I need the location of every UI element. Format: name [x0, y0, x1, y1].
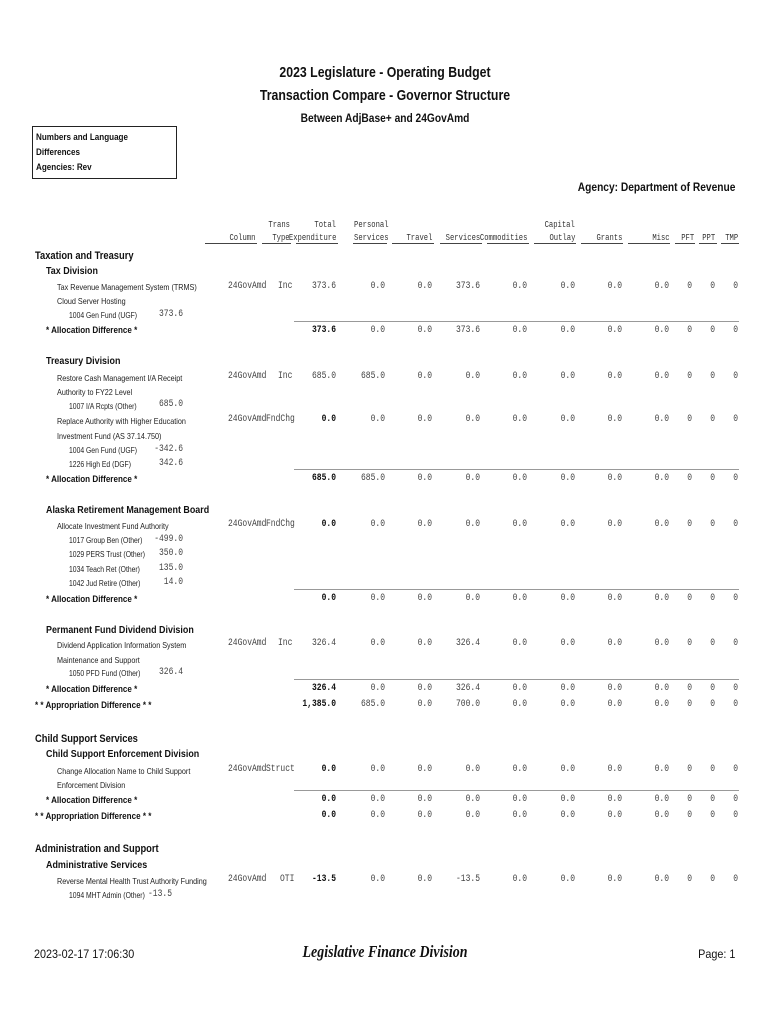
- item-description: Restore Cash Management I/A Receipt: [57, 373, 183, 383]
- value-cell: 0.0: [417, 593, 432, 604]
- fund-source: 1034 Teach Ret (Other): [69, 565, 140, 574]
- fund-amount: 342.6: [158, 458, 183, 469]
- value-cell: 373.6: [311, 325, 336, 336]
- value-cell: 0: [733, 371, 738, 382]
- value-cell: 0.0: [417, 810, 432, 821]
- fund-source: 1226 High Ed (DGF): [69, 460, 131, 469]
- value-cell: 0.0: [654, 794, 669, 805]
- item-description: Tax Revenue Management System (TRMS): [57, 282, 197, 292]
- value-cell: 0.0: [417, 874, 432, 885]
- value-cell: 0.0: [560, 638, 575, 649]
- value-cell: 0.0: [321, 794, 336, 805]
- value-cell: 0: [733, 683, 738, 694]
- value-cell: 326.4: [455, 638, 480, 649]
- header-rule: [440, 243, 482, 244]
- value-cell: 0.0: [607, 638, 622, 649]
- value-cell: 0.0: [417, 519, 432, 530]
- value-cell: -13.5: [455, 874, 480, 885]
- subsection-heading: Treasury Division: [46, 355, 121, 367]
- subtotal-rule: [294, 679, 739, 680]
- item-description: Replace Authority with Higher Education: [57, 416, 186, 426]
- value-cell: 0: [710, 325, 715, 336]
- value-cell: 0: [733, 473, 738, 484]
- header-rule: [296, 243, 338, 244]
- value-cell: 0: [733, 638, 738, 649]
- report-subtitle: Transaction Compare - Governor Structure: [259, 87, 511, 104]
- header-rule: [392, 243, 434, 244]
- value-cell: 0.0: [607, 794, 622, 805]
- header-rule: [487, 243, 529, 244]
- value-cell: 0.0: [560, 325, 575, 336]
- col-header-tmp: TMP: [725, 233, 738, 243]
- footer-division: Legislative Finance Division: [302, 942, 468, 961]
- subsection-heading: Permanent Fund Dividend Division: [46, 624, 194, 636]
- value-cell: 373.6: [455, 325, 480, 336]
- value-cell: 0: [710, 414, 715, 425]
- value-cell: 0.0: [465, 371, 480, 382]
- fund-amount: 373.6: [158, 309, 183, 320]
- value-cell: 0.0: [607, 874, 622, 885]
- value-cell: 0.0: [370, 874, 385, 885]
- value-cell: 0: [733, 281, 738, 292]
- value-cell: 0.0: [370, 281, 385, 292]
- value-cell: 0.0: [321, 414, 336, 425]
- col-header-ppt: PPT: [702, 233, 715, 243]
- value-cell: 0.0: [654, 281, 669, 292]
- value-cell: 685.0: [311, 371, 336, 382]
- col-header-type: Type: [272, 233, 290, 243]
- fund-source: 1050 PFD Fund (Other): [69, 669, 141, 678]
- value-cell: 0.0: [512, 683, 527, 694]
- value-cell: 0.0: [654, 414, 669, 425]
- appropriation-difference-label: * * Appropriation Difference * *: [35, 700, 152, 711]
- value-cell: 0: [710, 281, 715, 292]
- section-heading: Taxation and Treasury: [35, 250, 134, 262]
- row-column: 24GovAmd: [228, 638, 267, 649]
- fund-amount: 135.0: [158, 563, 183, 574]
- value-cell: 0.0: [560, 414, 575, 425]
- col-header-capital: Capital: [544, 220, 575, 230]
- value-cell: 0: [687, 683, 692, 694]
- value-cell: 0.0: [654, 683, 669, 694]
- page-number: Page: 1: [697, 947, 735, 961]
- subtotal-rule: [294, 589, 739, 590]
- value-cell: 0.0: [417, 414, 432, 425]
- comparison-range: Between AdjBase+ and 24GovAmd: [300, 111, 470, 125]
- value-cell: 0: [710, 683, 715, 694]
- row-column: 24GovAmd: [228, 414, 267, 425]
- row-trans-type: FndChg: [266, 519, 295, 530]
- value-cell: 0.0: [607, 325, 622, 336]
- section-heading: Administration and Support: [35, 843, 159, 855]
- value-cell: 0: [687, 810, 692, 821]
- value-cell: 0.0: [512, 281, 527, 292]
- value-cell: 0.0: [417, 473, 432, 484]
- value-cell: 0.0: [370, 794, 385, 805]
- value-cell: 0: [687, 281, 692, 292]
- value-cell: 0.0: [560, 281, 575, 292]
- value-cell: 0.0: [607, 281, 622, 292]
- value-cell: 0.0: [370, 810, 385, 821]
- col-header-total: Total: [314, 220, 336, 230]
- filter-line: Differences: [36, 147, 80, 158]
- value-cell: 0.0: [417, 281, 432, 292]
- appropriation-difference-label: * * Appropriation Difference * *: [35, 811, 152, 822]
- value-cell: 0: [710, 699, 715, 710]
- col-header-commodities: Commodities: [479, 233, 527, 243]
- value-cell: 373.6: [311, 281, 336, 292]
- value-cell: 0.0: [465, 414, 480, 425]
- value-cell: 685.0: [311, 473, 336, 484]
- value-cell: 0.0: [512, 519, 527, 530]
- value-cell: 0.0: [465, 794, 480, 805]
- row-trans-type: Inc: [278, 281, 293, 292]
- fund-source: 1029 PERS Trust (Other): [69, 550, 145, 559]
- value-cell: 0: [687, 519, 692, 530]
- item-description: Allocate Investment Fund Authority: [57, 521, 169, 531]
- fund-amount: -13.5: [147, 889, 172, 900]
- row-column: 24GovAmd: [228, 281, 267, 292]
- value-cell: 0.0: [465, 810, 480, 821]
- value-cell: 0.0: [417, 683, 432, 694]
- header-rule: [534, 243, 576, 244]
- fund-source: 1094 MHT Admin (Other): [69, 891, 145, 900]
- value-cell: 0: [733, 874, 738, 885]
- value-cell: 326.4: [455, 683, 480, 694]
- value-cell: 0: [733, 414, 738, 425]
- value-cell: 373.6: [455, 281, 480, 292]
- value-cell: 0.0: [417, 638, 432, 649]
- value-cell: 0.0: [370, 325, 385, 336]
- value-cell: 0.0: [560, 874, 575, 885]
- col-header-grants: Grants: [596, 233, 622, 243]
- header-rule: [628, 243, 670, 244]
- value-cell: 1,385.0: [302, 699, 336, 710]
- value-cell: 685.0: [360, 371, 385, 382]
- value-cell: 0.0: [465, 764, 480, 775]
- fund-source: 1017 Group Ben (Other): [69, 536, 143, 545]
- header-rule: [675, 243, 695, 244]
- value-cell: 0.0: [560, 473, 575, 484]
- value-cell: 0: [710, 473, 715, 484]
- value-cell: 0: [733, 764, 738, 775]
- allocation-difference-label: * Allocation Difference *: [46, 474, 138, 485]
- value-cell: 0: [710, 874, 715, 885]
- filter-box: [32, 126, 177, 179]
- value-cell: 0: [687, 874, 692, 885]
- header-rule: [721, 243, 739, 244]
- value-cell: 0: [710, 593, 715, 604]
- value-cell: 0: [710, 794, 715, 805]
- header-rule: [699, 243, 717, 244]
- value-cell: 0.0: [512, 764, 527, 775]
- filter-line: Numbers and Language: [36, 132, 128, 143]
- agency-name: Agency: Department of Revenue: [577, 180, 735, 194]
- value-cell: 0.0: [370, 764, 385, 775]
- header-rule: [262, 243, 291, 244]
- value-cell: 0.0: [654, 638, 669, 649]
- col-header-contract-services: Services: [445, 233, 480, 243]
- subsection-heading: Child Support Enforcement Division: [46, 748, 200, 760]
- value-cell: 0.0: [607, 414, 622, 425]
- value-cell: 0.0: [607, 593, 622, 604]
- value-cell: 0: [710, 519, 715, 530]
- value-cell: 0: [733, 810, 738, 821]
- col-header-expenditure: Expenditure: [288, 233, 336, 243]
- value-cell: 0.0: [370, 593, 385, 604]
- subtotal-rule: [294, 790, 739, 791]
- value-cell: 0.0: [370, 683, 385, 694]
- col-header-misc: Misc: [652, 233, 670, 243]
- item-description: Authority to FY22 Level: [57, 387, 133, 397]
- value-cell: 326.4: [311, 683, 336, 694]
- value-cell: 0: [733, 519, 738, 530]
- value-cell: 0: [733, 794, 738, 805]
- value-cell: 0.0: [560, 371, 575, 382]
- value-cell: 0.0: [465, 593, 480, 604]
- value-cell: 0: [687, 699, 692, 710]
- fund-source: 1042 Jud Retire (Other): [69, 579, 141, 588]
- fund-amount: -342.6: [154, 444, 183, 455]
- value-cell: 0.0: [321, 810, 336, 821]
- value-cell: 0: [710, 371, 715, 382]
- value-cell: 0.0: [607, 519, 622, 530]
- row-trans-type: Inc: [278, 371, 293, 382]
- row-trans-type: Inc: [278, 638, 293, 649]
- header-rule: [353, 243, 387, 244]
- value-cell: 0.0: [417, 699, 432, 710]
- value-cell: 0: [687, 473, 692, 484]
- item-description: Change Allocation Name to Child Support: [57, 766, 191, 776]
- value-cell: 0: [710, 638, 715, 649]
- header-rule: [205, 243, 257, 244]
- value-cell: 0.0: [370, 414, 385, 425]
- value-cell: 0.0: [607, 371, 622, 382]
- col-header-trans: Trans: [268, 220, 290, 230]
- value-cell: 0: [733, 593, 738, 604]
- value-cell: 0.0: [654, 874, 669, 885]
- value-cell: 0.0: [654, 473, 669, 484]
- fund-amount: 14.0: [163, 577, 183, 588]
- value-cell: 0.0: [654, 699, 669, 710]
- value-cell: 0.0: [654, 810, 669, 821]
- col-header-services: Services: [354, 233, 389, 243]
- col-header-travel: Travel: [406, 233, 432, 243]
- value-cell: 0: [710, 764, 715, 775]
- value-cell: 0.0: [321, 593, 336, 604]
- section-heading: Child Support Services: [35, 733, 138, 745]
- allocation-difference-label: * Allocation Difference *: [46, 594, 138, 605]
- value-cell: 0.0: [465, 519, 480, 530]
- row-column: 24GovAmd: [228, 519, 267, 530]
- value-cell: 0.0: [417, 371, 432, 382]
- value-cell: 0.0: [560, 683, 575, 694]
- value-cell: 0.0: [560, 699, 575, 710]
- value-cell: 0.0: [607, 699, 622, 710]
- value-cell: 0.0: [560, 764, 575, 775]
- value-cell: 0.0: [321, 764, 336, 775]
- value-cell: 685.0: [360, 473, 385, 484]
- fund-source: 1004 Gen Fund (UGF): [69, 311, 138, 320]
- item-description: Enforcement Division: [57, 780, 126, 790]
- value-cell: 0.0: [560, 519, 575, 530]
- value-cell: 0.0: [607, 764, 622, 775]
- subsection-heading: Alaska Retirement Management Board: [46, 504, 210, 516]
- item-description: Investment Fund (AS 37.14.750): [57, 431, 162, 441]
- allocation-difference-label: * Allocation Difference *: [46, 684, 138, 695]
- allocation-difference-label: * Allocation Difference *: [46, 325, 138, 336]
- value-cell: 0.0: [512, 414, 527, 425]
- row-trans-type: OTI: [280, 874, 295, 885]
- subtotal-rule: [294, 321, 739, 322]
- subsection-heading: Tax Division: [46, 265, 98, 277]
- value-cell: 0.0: [607, 683, 622, 694]
- value-cell: 0.0: [560, 593, 575, 604]
- value-cell: 0.0: [654, 519, 669, 530]
- value-cell: 0.0: [560, 810, 575, 821]
- row-column: 24GovAmd: [228, 874, 267, 885]
- col-header-outlay: Outlay: [549, 233, 575, 243]
- value-cell: 0: [687, 325, 692, 336]
- row-column: 24GovAmd: [228, 764, 267, 775]
- value-cell: 685.0: [360, 699, 385, 710]
- value-cell: 0.0: [512, 810, 527, 821]
- value-cell: 0.0: [512, 325, 527, 336]
- item-description: Cloud Server Hosting: [57, 296, 126, 306]
- value-cell: 0.0: [607, 473, 622, 484]
- row-trans-type: FndChg: [266, 414, 295, 425]
- value-cell: 0: [687, 764, 692, 775]
- value-cell: 0.0: [512, 874, 527, 885]
- col-header-column: Column: [229, 233, 255, 243]
- value-cell: 0: [733, 699, 738, 710]
- fund-source: 1004 Gen Fund (UGF): [69, 446, 138, 455]
- value-cell: 0: [687, 794, 692, 805]
- value-cell: 0: [733, 325, 738, 336]
- value-cell: 0.0: [321, 519, 336, 530]
- value-cell: -13.5: [311, 874, 336, 885]
- value-cell: 0.0: [560, 794, 575, 805]
- value-cell: 0.0: [654, 325, 669, 336]
- value-cell: 0.0: [417, 764, 432, 775]
- value-cell: 0.0: [370, 638, 385, 649]
- fund-amount: -499.0: [154, 534, 183, 545]
- value-cell: 0: [687, 638, 692, 649]
- value-cell: 0.0: [370, 519, 385, 530]
- fund-amount: 326.4: [158, 667, 183, 678]
- value-cell: 0: [710, 810, 715, 821]
- col-header-personal: Personal: [354, 220, 389, 230]
- value-cell: 0.0: [512, 794, 527, 805]
- item-description: Reverse Mental Health Trust Authority Funding: [57, 876, 207, 886]
- value-cell: 0.0: [654, 593, 669, 604]
- filter-line: Agencies: Rev: [36, 162, 92, 173]
- value-cell: 0.0: [512, 699, 527, 710]
- fund-amount: 685.0: [158, 399, 183, 410]
- item-description: Maintenance and Support: [57, 655, 140, 665]
- col-header-pft: PFT: [681, 233, 694, 243]
- report-title: 2023 Legislature - Operating Budget: [279, 64, 491, 81]
- value-cell: 0.0: [512, 473, 527, 484]
- value-cell: 0.0: [654, 371, 669, 382]
- item-description: Dividend Application Information System: [57, 640, 187, 650]
- value-cell: 0.0: [465, 473, 480, 484]
- value-cell: 0.0: [654, 764, 669, 775]
- report-timestamp: 2023-02-17 17:06:30: [34, 947, 135, 961]
- value-cell: 0.0: [417, 325, 432, 336]
- value-cell: 0: [687, 593, 692, 604]
- fund-source: 1007 I/A Rcpts (Other): [69, 402, 137, 411]
- value-cell: 0.0: [607, 810, 622, 821]
- value-cell: 0.0: [512, 593, 527, 604]
- value-cell: 0: [687, 371, 692, 382]
- header-rule: [581, 243, 623, 244]
- row-trans-type: Struct: [266, 764, 295, 775]
- value-cell: 0: [687, 414, 692, 425]
- subsection-heading: Administrative Services: [46, 859, 148, 871]
- value-cell: 700.0: [455, 699, 480, 710]
- allocation-difference-label: * Allocation Difference *: [46, 795, 138, 806]
- fund-amount: 350.0: [158, 548, 183, 559]
- subtotal-rule: [294, 469, 739, 470]
- value-cell: 0.0: [512, 371, 527, 382]
- row-column: 24GovAmd: [228, 371, 267, 382]
- value-cell: 326.4: [311, 638, 336, 649]
- value-cell: 0.0: [512, 638, 527, 649]
- value-cell: 0.0: [417, 794, 432, 805]
